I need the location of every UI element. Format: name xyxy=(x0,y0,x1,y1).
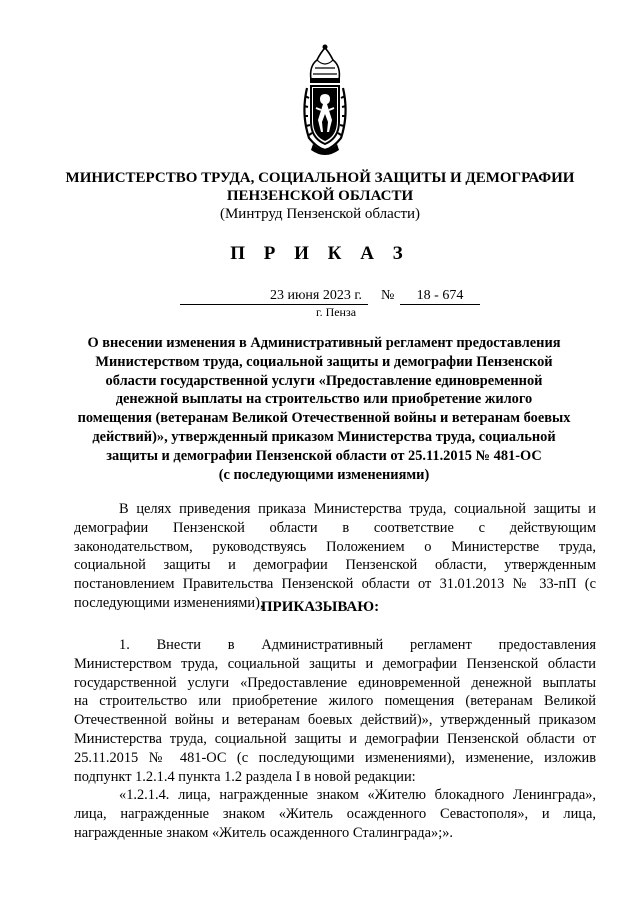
date-number-line xyxy=(0,287,640,307)
item-1-line: 25.11.2015 № 481-ОС (с последующими изменениями), изменение, изложив xyxy=(74,749,596,766)
subject-line: помещения (ветеранам Великой Отечественной войны и ветеранам боевых xyxy=(77,410,571,427)
quote-line: лица, награжденные знаком «Житель осажденного Севастополя», и лица, xyxy=(74,806,596,823)
preamble-line: социальной защиты и демографии Пензенской области, утвержденным xyxy=(74,557,596,574)
preamble-paragraph xyxy=(74,500,596,613)
quote-line: награжденные знаком «Житель осажденного Сталинграда»;». xyxy=(74,824,453,841)
preamble-line: постановлением Правительства Пензенской области от 31.01.2013 № 33-пП (с xyxy=(74,576,596,593)
order-subject xyxy=(74,334,574,484)
preamble-line: последующими изменениями), xyxy=(74,594,264,611)
item-1-line: Отечественной войны и ветеранам боевых действий)», утвержденный приказом xyxy=(74,712,596,729)
order-number: 18 - 674 xyxy=(400,287,480,305)
preamble-line: законодательством, руководствуясь Положением о Министерстве труда, xyxy=(74,538,596,555)
subject-line: действий)», утвержденный приказом Министерства труда, социальной xyxy=(92,428,556,445)
item-1-line: на строительство или приобретение жилого помещения (ветеранам Великой xyxy=(74,693,596,710)
subject-line: денежной выплаты на строительство или приобретение жилого xyxy=(115,391,533,408)
coat-of-arms-emblem xyxy=(299,44,351,156)
item-1-line: государственной услуги «Предоставление единовременной денежной выплаты xyxy=(74,674,596,691)
order-number-label: № xyxy=(381,288,395,303)
document-title: П Р И К А З xyxy=(230,243,410,264)
subject-line: Министерством труда, социальной защиты и демографии Пензенской xyxy=(95,353,553,370)
item-1-line: Министерством труда, социальной защиты и демографии Пензенской области xyxy=(74,655,596,672)
subject-line: защиты и демографии Пензенской области от 25.11.2015 № 481-ОС xyxy=(106,447,542,464)
city: г. Пенза xyxy=(316,305,357,319)
ministry-name-line-2: ПЕНЗЕНСКОЙ ОБЛАСТИ xyxy=(226,188,414,204)
item-1-line: подпункт 1.2.1.4 пункта 1.2 раздела I в новой редакции: xyxy=(74,768,416,785)
item-1-line: Министерства труда, социальной защиты и демографии Пензенской области от xyxy=(74,730,596,747)
ministry-abbreviation: (Минтруд Пензенской области) xyxy=(219,206,421,222)
preamble-line: демографии Пензенской области в соответствие с действующим xyxy=(74,519,596,536)
subject-line: О внесении изменения в Административный регламент предоставления xyxy=(87,335,561,351)
item-1-paragraph xyxy=(74,636,596,843)
order-word: ПРИКАЗЫВАЮ: xyxy=(260,599,380,615)
order-date: 23 июня 2023 г. xyxy=(180,287,368,305)
subject-line: области государственной услуги «Предоставление единовременной xyxy=(105,372,543,389)
preamble-line: В целях приведения приказа Министерства труда, социальной защиты и xyxy=(119,501,596,517)
ministry-name-line-1: МИНИСТЕРСТВО ТРУДА, СОЦИАЛЬНОЙ ЗАЩИТЫ И ДЕМОГРАФИИ xyxy=(65,170,575,186)
subject-line: (с последующими изменениями) xyxy=(218,466,430,483)
quote-line: «1.2.1.4. лица, награжденные знаком «Жителю блокадного Ленинграда», xyxy=(119,787,596,804)
item-1-line: 1. Внести в Административный регламент предоставления xyxy=(119,637,596,653)
